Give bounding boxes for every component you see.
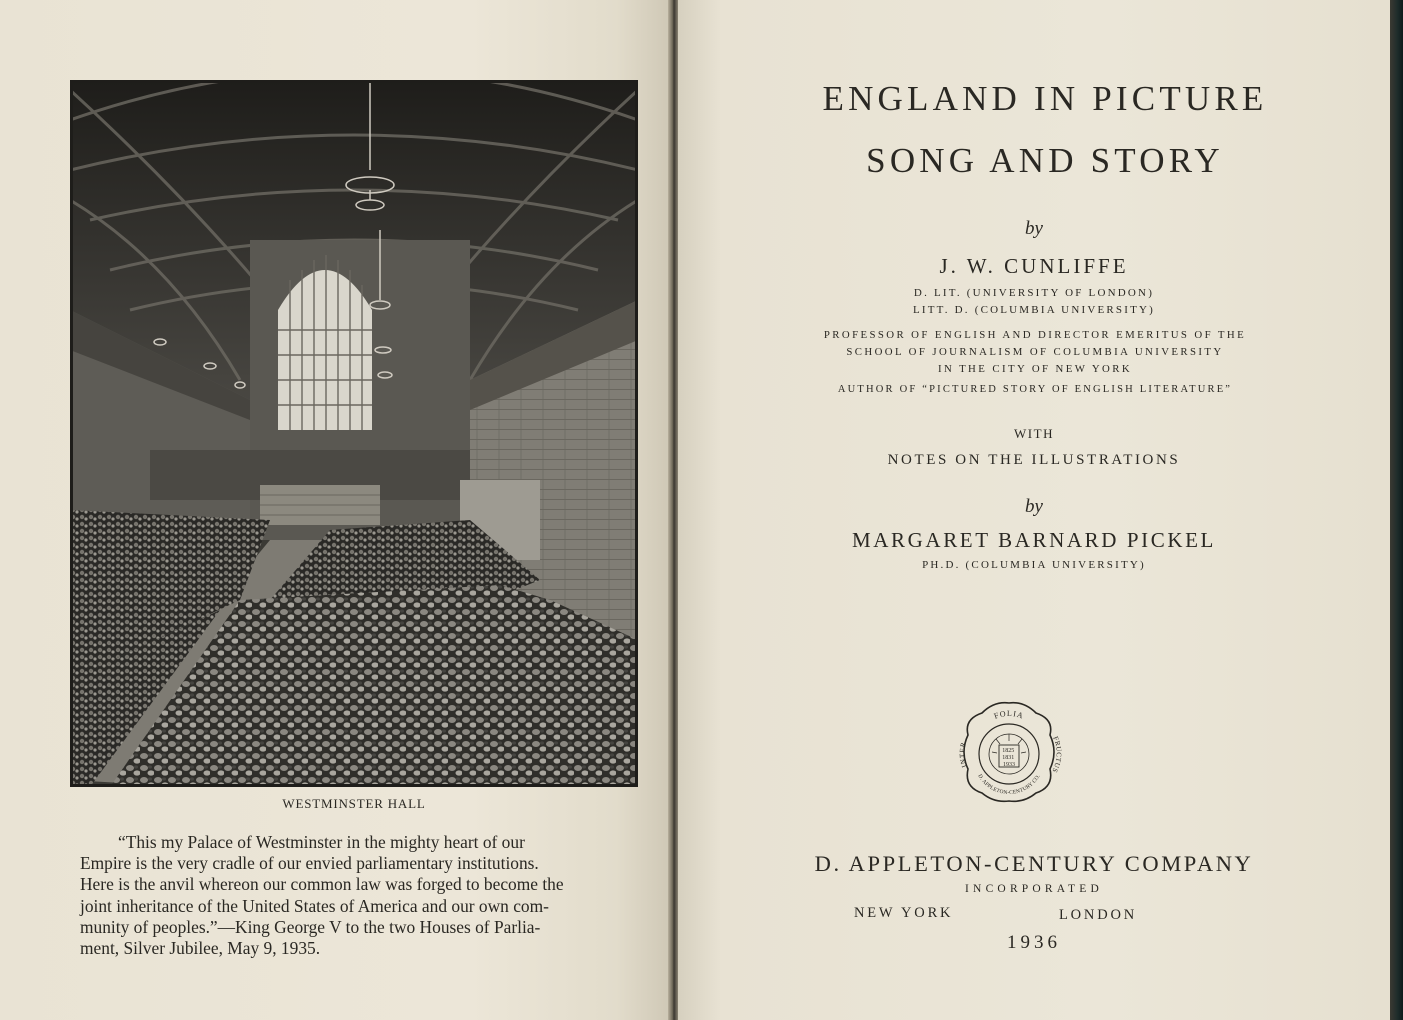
svg-text:1825 1831 1933 bbox=[1002, 748, 1016, 768]
degree-line: LITT. D. (COLUMBIA UNIVERSITY) bbox=[912, 304, 1156, 316]
publisher-seal-emblem bbox=[954, 697, 1064, 807]
author-professorship bbox=[690, 327, 1380, 378]
publisher-name: D. APPLETON-CENTURY COMPANY bbox=[814, 851, 1254, 876]
seal-text-left: INTER bbox=[958, 740, 969, 769]
by-label-2: by bbox=[1025, 496, 1043, 517]
illustrator-name: MARGARET BARNARD PICKEL bbox=[852, 528, 1216, 552]
quote-line: Empire is the very cradle of our envied parliamentary institutions. bbox=[80, 853, 539, 874]
seal-text-right: FRUCTUS bbox=[1050, 735, 1063, 775]
seal-year-3: 1933 bbox=[1003, 762, 1015, 768]
by-label: by bbox=[1025, 218, 1043, 239]
author-name: J. W. CUNLIFFE bbox=[939, 254, 1129, 278]
quote-line: joint inheritance of the United States of America and our own com- bbox=[80, 895, 549, 916]
notes-line: NOTES ON THE ILLUSTRATIONS bbox=[887, 452, 1181, 468]
westminster-hall-photo bbox=[70, 80, 638, 787]
degree-line: D. LIT. (UNIVERSITY OF LONDON) bbox=[913, 287, 1155, 299]
book-title bbox=[700, 68, 1390, 192]
svg-text:INTER bbox=[958, 741, 968, 769]
title-line-2: SONG AND STORY bbox=[866, 141, 1224, 180]
quote-line: ment, Silver Jubilee, May 9, 1935. bbox=[80, 938, 321, 959]
illustrator-degree: PH.D. (COLUMBIA UNIVERSITY) bbox=[922, 559, 1146, 571]
professor-line: SCHOOL OF JOURNALISM OF COLUMBIA UNIVERSITY bbox=[846, 346, 1224, 358]
author-of-line: AUTHOR OF “PICTURED STORY OF ENGLISH LITERATURE” bbox=[837, 384, 1233, 395]
professor-line: IN THE CITY OF NEW YORK bbox=[937, 363, 1133, 375]
svg-text:D. APPLETON-CENTURY CO. bbox=[976, 773, 1041, 796]
seal-text-bottom: D. APPLETON-CENTURY CO. bbox=[976, 773, 1042, 797]
quote-line: Here is the anvil whereon our common law was forged to become the bbox=[80, 874, 564, 895]
quote-line: munity of peoples.”—King George V to the two Houses of Parlia- bbox=[80, 916, 541, 937]
with-label: WITH bbox=[1014, 426, 1054, 441]
publication-year: 1936 bbox=[1007, 932, 1061, 953]
photo-caption: WESTMINSTER HALL bbox=[282, 796, 426, 811]
city-new-york: NEW YORK bbox=[854, 905, 954, 921]
professor-line: PROFESSOR OF ENGLISH AND DIRECTOR EMERITUS OF THE bbox=[823, 329, 1247, 341]
city-london: LONDON bbox=[1059, 907, 1138, 923]
seal-year-1: 1825 bbox=[1002, 748, 1015, 754]
quote-line: “This my Palace of Westminster in the mighty heart of our bbox=[118, 832, 525, 852]
author-degrees bbox=[678, 285, 1390, 319]
seal-text-top: FOLIA bbox=[992, 708, 1026, 721]
book-cover-edge bbox=[1390, 0, 1403, 1020]
svg-text:FOLIA bbox=[993, 709, 1025, 721]
king-george-quote bbox=[80, 832, 642, 959]
book-gutter bbox=[668, 0, 678, 1020]
seal-year-2: 1831 bbox=[1002, 755, 1015, 761]
incorporated-label: INCORPORATED bbox=[965, 883, 1103, 895]
title-line-1: ENGLAND IN PICTURE bbox=[822, 79, 1268, 118]
